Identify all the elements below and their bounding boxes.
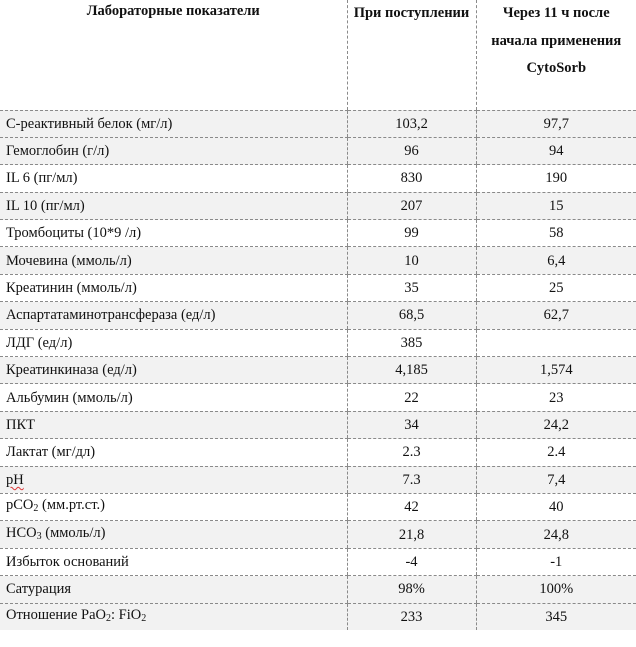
row-admission: -4 bbox=[347, 548, 476, 575]
row-admission: 385 bbox=[347, 329, 476, 356]
ratio-subscript-1: 2 bbox=[105, 612, 111, 624]
row-after: 100% bbox=[476, 576, 636, 603]
table-row bbox=[0, 548, 636, 575]
row-after bbox=[476, 329, 636, 356]
table-row bbox=[0, 192, 636, 219]
ratio-mid: : FiO bbox=[110, 606, 142, 623]
header-after-cytosorb: Через 11 ч после начала применения CytoSorb bbox=[476, 0, 636, 110]
row-name: Гемоглобин (г/л) bbox=[0, 137, 347, 164]
row-admission: 4,185 bbox=[347, 357, 476, 384]
pco2-suffix: (мм.рт.ст.) bbox=[38, 497, 105, 514]
row-name: ЛДГ (ед/л) bbox=[0, 329, 347, 356]
table-row bbox=[0, 329, 636, 356]
row-name: IL 6 (пг/мл) bbox=[0, 165, 347, 192]
table-row bbox=[0, 493, 636, 520]
row-after: 24,8 bbox=[476, 521, 636, 548]
row-admission: 99 bbox=[347, 220, 476, 247]
header-parameter: Лабораторные показатели bbox=[0, 0, 347, 110]
row-admission: 35 bbox=[347, 274, 476, 301]
row-admission: 68,5 bbox=[347, 302, 476, 329]
hco3-prefix: HCO bbox=[6, 524, 37, 541]
table-row bbox=[0, 247, 636, 274]
row-after: 58 bbox=[476, 220, 636, 247]
row-name: ПКТ bbox=[0, 411, 347, 438]
row-name bbox=[0, 603, 347, 630]
row-name: С-реактивный белок (мг/л) bbox=[0, 110, 347, 137]
row-admission: 7.3 bbox=[347, 466, 476, 493]
row-name: Креатинкиназа (ед/л) bbox=[0, 357, 347, 384]
table-row bbox=[0, 357, 636, 384]
row-after: 6,4 bbox=[476, 247, 636, 274]
row-after: 94 bbox=[476, 137, 636, 164]
row-after: 1,574 bbox=[476, 357, 636, 384]
row-name: Тромбоциты (10*9 /л) bbox=[0, 220, 347, 247]
row-name: Избыток оснований bbox=[0, 548, 347, 575]
table-row bbox=[0, 137, 636, 164]
table-row bbox=[0, 466, 636, 493]
table-row bbox=[0, 302, 636, 329]
row-admission: 34 bbox=[347, 411, 476, 438]
row-after: 40 bbox=[476, 493, 636, 520]
header-row bbox=[0, 0, 636, 110]
pco2-subscript: 2 bbox=[33, 503, 39, 515]
row-after: 345 bbox=[476, 603, 636, 630]
hco3-suffix: (ммоль/л) bbox=[41, 524, 106, 541]
row-name bbox=[0, 493, 347, 520]
table-row bbox=[0, 439, 636, 466]
row-after: 25 bbox=[476, 274, 636, 301]
row-admission: 233 bbox=[347, 603, 476, 630]
pco2-prefix: pCO bbox=[6, 497, 34, 514]
table-row bbox=[0, 576, 636, 603]
row-after: 24,2 bbox=[476, 411, 636, 438]
row-name: Аспартатаминотрансфераза (ед/л) bbox=[0, 302, 347, 329]
row-name: Мочевина (ммоль/л) bbox=[0, 247, 347, 274]
row-name: Альбумин (ммоль/л) bbox=[0, 384, 347, 411]
table-row bbox=[0, 110, 636, 137]
table-row bbox=[0, 274, 636, 301]
ratio-subscript-2: 2 bbox=[141, 612, 147, 624]
row-after: 62,7 bbox=[476, 302, 636, 329]
row-admission: 103,2 bbox=[347, 110, 476, 137]
row-after: 7,4 bbox=[476, 466, 636, 493]
row-admission: 42 bbox=[347, 493, 476, 520]
row-name bbox=[0, 466, 347, 493]
row-admission: 98% bbox=[347, 576, 476, 603]
row-after: -1 bbox=[476, 548, 636, 575]
row-after: 15 bbox=[476, 192, 636, 219]
hco3-subscript: 3 bbox=[36, 530, 42, 542]
row-name: Лактат (мг/дл) bbox=[0, 439, 347, 466]
row-admission: 2.3 bbox=[347, 439, 476, 466]
row-admission: 830 bbox=[347, 165, 476, 192]
header-admission: При поступлении bbox=[347, 0, 476, 110]
ratio-prefix: Отношение PaO bbox=[6, 606, 106, 623]
row-admission: 207 bbox=[347, 192, 476, 219]
row-admission: 22 bbox=[347, 384, 476, 411]
row-name: Сатурация bbox=[0, 576, 347, 603]
row-after: 97,7 bbox=[476, 110, 636, 137]
table-row bbox=[0, 521, 636, 548]
table-row bbox=[0, 220, 636, 247]
row-admission: 96 bbox=[347, 137, 476, 164]
row-name: IL 10 (пг/мл) bbox=[0, 192, 347, 219]
row-admission: 21,8 bbox=[347, 521, 476, 548]
row-admission: 10 bbox=[347, 247, 476, 274]
row-after: 23 bbox=[476, 384, 636, 411]
row-after: 2.4 bbox=[476, 439, 636, 466]
ph-label: pH bbox=[6, 471, 24, 488]
row-name: Креатинин (ммоль/л) bbox=[0, 274, 347, 301]
table-row bbox=[0, 411, 636, 438]
table-row bbox=[0, 384, 636, 411]
table-row bbox=[0, 603, 636, 630]
row-name bbox=[0, 521, 347, 548]
table-row bbox=[0, 165, 636, 192]
row-after: 190 bbox=[476, 165, 636, 192]
